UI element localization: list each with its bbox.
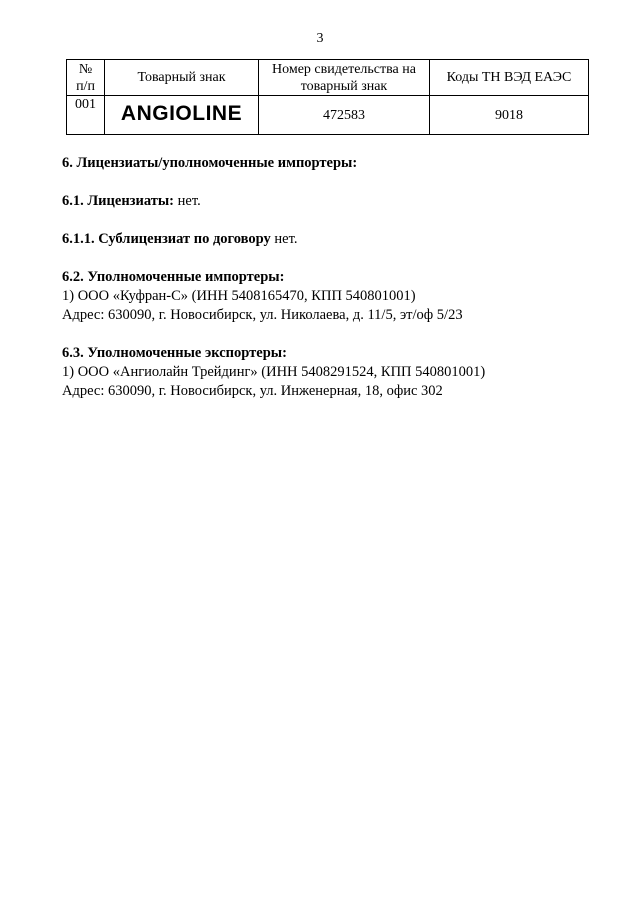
row-num: 001 (67, 96, 105, 135)
document-body (62, 150, 602, 401)
section-6-2-line1: 1) ООО «Куфран-С» (ИНН 5408165470, КПП 540801001) (62, 288, 416, 304)
section-6-1-1-label: 6.1.1. Сублицензиат по договору (62, 231, 271, 247)
header-codes: Коды ТН ВЭД ЕАЭС (430, 60, 589, 96)
section-6-1-label: 6.1. Лицензиаты: (62, 193, 175, 209)
header-num-line1: № (78, 61, 93, 77)
section-6-3-line1: 1) ООО «Ангиолайн Трейдинг» (ИНН 5408291524, КПП 540801001) (62, 364, 486, 380)
section-6-heading: 6. Лицензиаты/уполномоченные импортеры: (62, 155, 358, 171)
section-6-3-label: 6.3. Уполномоченные экспортеры: (62, 345, 287, 361)
header-num-line2: п/п (76, 78, 95, 94)
section-6-3-line2: Адрес: 630090, г. Новосибирск, ул. Инженерная, 18, офис 302 (62, 383, 443, 399)
section-6-1-1 (62, 230, 602, 249)
row-trademark (105, 96, 259, 135)
header-trademark: Товарный знак (105, 60, 259, 96)
page-number: 3 (316, 31, 324, 46)
row-certificate: 472583 (259, 96, 430, 135)
section-6-2-label: 6.2. Уполномоченные импортеры: (62, 269, 285, 285)
angioline-logo: ANGIOLINE (120, 102, 243, 125)
table-row (67, 96, 589, 135)
section-6-2-line2: Адрес: 630090, г. Новосибирск, ул. Николаева, д. 11/5, эт/оф 5/23 (62, 307, 463, 323)
trademark-table (66, 59, 589, 135)
row-codes: 9018 (430, 96, 589, 135)
section-6-1-1-value: нет. (270, 231, 298, 247)
header-certificate: Номер свидетельства на товарный знак (259, 60, 430, 96)
header-num (67, 60, 105, 96)
table-header-row (67, 60, 589, 96)
section-6-1-value: нет. (174, 193, 201, 209)
section-6-1 (62, 192, 602, 211)
